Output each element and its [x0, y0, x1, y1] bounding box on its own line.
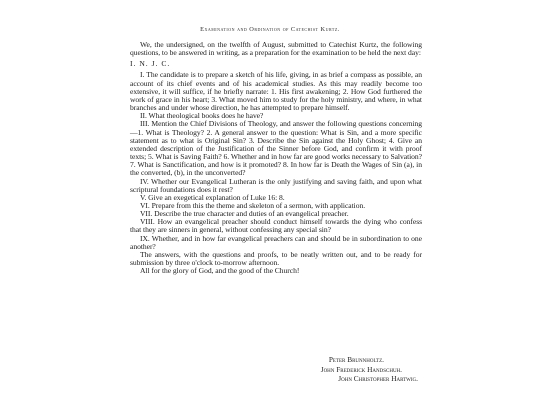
document-body — [130, 41, 422, 275]
question-paragraph-2: II. What theological books does he have? — [140, 111, 264, 121]
question-paragraph-5: V. Give an exegetical explanation of Luke 16: 8. — [140, 192, 285, 202]
question-paragraph-6: VI. Prepare from this the theme and skeleton of a sermon, with application. — [140, 200, 366, 210]
question-paragraph-4: IV. Whether our Evangelical Lutheran is the only justifying and saving faith, and upon what scriptural foundations does it rest? — [130, 176, 422, 194]
closing-paragraph: All for the glory of God, and the good of the Church! — [140, 266, 300, 276]
question-paragraph-3: III. Mention the Chief Divisions of Theology, and answer the following questions concerning—1. What is Theology? 2. A general answer to the question: What is Sin, and a more specific statement as to what is Original Sin? 3. Describe the Sin against the Holy Ghost; 4. Give an extended description of the Justification of the Sinner before God, and confirm it with proof texts; 5. What is Saving Faith? 6. Whether and in how far are good works necessary to Salvation? 7. What is Sanctification, and how is it promoted? 8. In how far is Death the Wages of Sin (a), in the converted, (b), in the unconverted? — [130, 119, 422, 178]
question-paragraph-7: VII. Describe the true character and duties of an evangelical preacher. — [140, 209, 349, 219]
intro-paragraph: We, the undersigned, on the twelfth of August, submitted to Catechist Kurtz, the following questions, to be answered in writing, as a preparation for the examination to be held the next day: — [130, 40, 422, 58]
signature-brunnholtz: Peter Brunnholtz. — [328, 355, 384, 364]
signature-block — [130, 355, 422, 384]
inj-monogram: I. N. J. C. — [130, 59, 171, 69]
question-paragraph-9: IX. Whether, and in how far evangelical preachers can and should be in subordination to one another? — [130, 233, 422, 251]
instructions-paragraph: The answers, with the questions and proofs, to be neatly written out, and to be ready for submission by three o'clock to-morrow afternoon. — [130, 249, 422, 268]
question-paragraph-8: VIII. How an evangelical preacher should conduct himself towards the dying who confess that they are sinners in general, without confessing any special sin? — [130, 217, 422, 235]
signature-handschuh: John Frederick Handschuh. — [320, 364, 402, 374]
question-paragraph-1: I. The candidate is to prepare a sketch of his life, giving, in as brief a compass as possible, an account of its chief events and of his academical studies. As this may readily become too extensive, it will suffice, if he briefly narrate: 1. His first awakening; 2. How God furthered the work of grace in his heart; 3. What moved him to study for the holy ministry, and where, in what branches and under whose direction, he has attempted to prepare himself. — [130, 70, 422, 113]
signature-hartwig: John Christopher Hartwig. — [338, 374, 418, 383]
document-heading: Examination and Ordination of Catechist Kurtz. — [200, 26, 340, 33]
